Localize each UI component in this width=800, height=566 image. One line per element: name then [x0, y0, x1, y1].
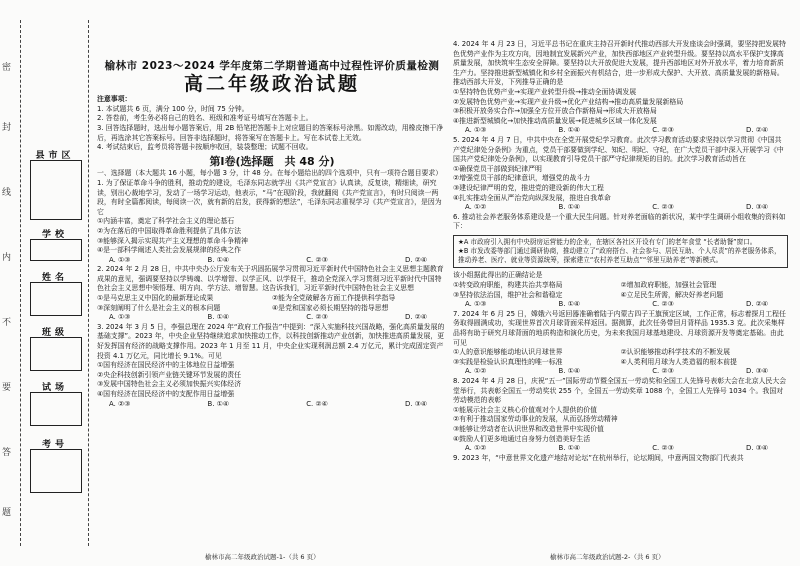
option-c: C. ②③ [652, 367, 674, 376]
left-column [97, 40, 447, 409]
material-item: ★B 市发改委等部门通过调研协商，推动建立了“政府搭台、社会参与、居民互助、个人尽责”的养老服务体系，推动养老、医疗、就业等资源统筹，探索建立“农村养老互助点”“邻里互助养老”等新模式。 [458, 247, 781, 265]
question-item: ②增加政府职能，加强社会管理 [620, 281, 717, 290]
answer-options [97, 400, 447, 410]
question-item: ③实践是检验认识真理性的唯一标准 [453, 357, 563, 366]
field-box-school[interactable] [30, 239, 82, 261]
field-label-room: 试场 [41, 383, 68, 393]
exam-title: 榆林市 2023～2024 学年度第二学期普通高中过程性评价质量检测 [104, 60, 440, 72]
question-items [453, 281, 788, 300]
section-intro: 一、选择题（本大题共 16 小题，每小题 3 分，计 48 分。在每小题给出的四个选项中，只有一项符合题目要求） [97, 169, 443, 178]
option-b: B. ①④ [207, 399, 229, 408]
question-items [97, 294, 447, 313]
question-item: ①国有经济在国民经济中的主体地位日益增强 [97, 361, 235, 370]
fold-char: 题 [2, 508, 12, 518]
question-stem: 6. 推动社会养老服务体系建设是一个重大民生问题。针对养老面临的新状况，某中学生调研小组收集的资料如下： [453, 212, 786, 231]
option-d: D. ②④ [404, 255, 427, 264]
fold-char: 不 [2, 318, 12, 328]
option-d: D. ②④ [745, 126, 768, 135]
answer-options [453, 203, 788, 213]
question-item: ②增强党员干部的纪律意识，增强党的战斗力 [453, 174, 591, 183]
question-item: ④扎实推动全面从严治党向纵深发展，推进自我革命 [453, 193, 611, 202]
question-item: ③深刻阐明了什么是社会主义的根本问题 [97, 303, 221, 312]
option-a: A. ①③ [465, 300, 487, 309]
option-c: C. ②③ [652, 203, 674, 212]
fold-line-outer [20, 20, 21, 546]
answer-options [97, 313, 447, 323]
notice-item: 4. 考试结束后，监考员将答题卡按顺序收回，装袋整理；试题不回收。 [97, 143, 313, 152]
page-footer-right: 榆林市高二年级政治试题-2-（共 6 页） [550, 553, 665, 561]
question-item: ①人的意识能够能动地认识月球世界 [453, 348, 563, 357]
page-title: 高二年级政治试题 [183, 72, 360, 95]
field-box-county[interactable] [30, 160, 82, 220]
fold-char: 线 [2, 188, 12, 198]
field-box-class[interactable] [30, 337, 82, 371]
question-item: ④国有经济在国民经济中的支配作用日益增强 [97, 390, 235, 398]
question-stem: 3. 2024 年 3 月 5 日，李强总理在 2024 年“政府工作报告”中提到：“深入实施科技兴国战略，强化高质量发展的基础支撑”。2023 年，中央企业坚持继续追求加快推动工作，以科技创新推动产业创新，加快推进高质量发展，更好发挥国有经济的战略支撑作用。2023 年 1 月至 11 月，中央企业实现利润总额 2.4 万亿元，累计完成固定资产投资 4.1 万亿元，同比增长 9.1%。可见 [97, 322, 445, 360]
question-item: ③坚持依法治国，维护社会和谐稳定 [453, 290, 563, 299]
option-c: C. ②③ [652, 126, 674, 135]
fold-char: 内 [2, 253, 12, 263]
option-a: A. ①② [465, 203, 487, 212]
option-b: B. ①④ [558, 203, 580, 212]
question-item: ③建设纪律严明的党，推进党的建设新的伟大工程 [453, 183, 604, 192]
option-b: B. ①④ [207, 313, 229, 322]
fold-char: 密 [2, 63, 12, 73]
question-item: ①转变政府职能，构建共治共享格局 [453, 281, 563, 290]
question-stem: 2. 2024 年 2 月 28 日，中共中央办公厅发布关于巩固拓展学习贯彻习近平新时代中国特色社会主义思想主题教育成果的意见，强调要坚持以学铸魂、以学增智、以学正风、以学促干，推动全党深入学习贯彻习近平新时代中国特色社会主义思想中领悟理、明方向、学方法、增智慧。这告诉我们，习近平新时代中国特色社会主义思想 [97, 265, 444, 293]
option-c: C. ②③ [652, 300, 674, 309]
question-item: ②为在落后的中国取得革命胜利提供了具体方法 [97, 226, 241, 235]
option-a: A. ①② [465, 367, 487, 376]
answer-options [97, 256, 447, 266]
question-item: ①内涵丰富，奠定了科学社会主义的理论基石 [97, 217, 235, 226]
field-box-name[interactable] [30, 282, 82, 316]
question-stem: 5. 2024 年 4 月 7 日，中共中央在全党开展党纪学习教育。此次学习教育活动要求坚持以学习贯彻《中国共产党纪律处分条例》为重点，党员干部要做到学纪、知纪、明纪、守纪，在广大党员干部中深入开展学习《中国共产党纪律处分条例》，以实现教育引导党员干部严守纪律规矩的目的。此次学习教育活动旨在 [453, 135, 784, 164]
option-d: D. ②④ [404, 313, 427, 322]
question-item: ①能展示社会主义核心价值观对个人提供的价值 [453, 405, 597, 414]
option-a: A. ①③ [109, 255, 131, 264]
fold-char: 封 [2, 123, 12, 133]
option-c: C. ②④ [306, 399, 328, 408]
question-stem: 7. 2024 年 6 月 25 日，嫦娥六号返回器准确着陆于内蒙古四子王旗预定区域，工作正常，标志着探月工程任务取得圆满成功，实现世界首次月球背面采样返回。据测算，此次任务带回月背样品 1935.3 克。此次采集样品将有助于研究月球背面的地质构造和演化历史，为未来我国月球基地建设、月球资源开发等奠定基础。由此可见 [453, 309, 786, 347]
notice-header: 注意事项： [97, 95, 132, 104]
option-b: B. ①④ [558, 300, 580, 309]
option-b: B. ①④ [558, 367, 580, 376]
binding-strip [0, 0, 100, 566]
question-item: ②认识能够推动科学技术的不断发展 [620, 348, 731, 357]
fold-char: 要 [2, 383, 12, 393]
field-label-number: 考号 [41, 440, 68, 450]
fold-line-inner [88, 20, 89, 546]
option-c: C. ②③ [652, 444, 674, 453]
question-item: ②能为全党破解各方面工作提供科学指导 [272, 294, 396, 303]
field-label-class: 班级 [41, 328, 68, 338]
answer-options [453, 367, 788, 377]
option-b: B. ①④ [207, 255, 229, 264]
question-item: ①坚持特色优势产业→实现产业转型升级→推动全面协调发展 [453, 87, 637, 96]
field-box-number[interactable] [30, 449, 82, 493]
question-stem: 9. 2023 年，“中意世界文化遗产地结对论坛”在杭州举行，论坛期间，中意两国文物部门代表共 [453, 453, 744, 462]
notice-item: 3. 回答选择题时，选出每小题答案后，用 2B 铅笔把答题卡上对应题目的答案标号涂黑。如需改动，用橡皮擦干净后，再选涂其它答案标号。回答非选择题时，将答案写在答题卡上。写在本试卷上无效。 [97, 123, 444, 142]
material-item: ★A 市政府引入拥有中央厨房运营能力的企业，在辖区各社区开设有专门的老年食堂 “长者助餐”窗口。 [458, 237, 757, 246]
answer-options [453, 126, 788, 136]
option-a: A. ①② [465, 444, 487, 453]
answer-options [453, 444, 788, 454]
field-label-name: 姓名 [41, 273, 68, 283]
question-item: ②央企科技创新引领产业链关键环节发展的责任 [97, 370, 241, 379]
question-item: ②有利于推动国家劳动事业的发展，从而弘扬劳动精神 [453, 415, 618, 424]
question-item: ④推进新型城镇化→加快推动高质量发展→促进城乡区域一体化发展 [453, 116, 657, 125]
question-stem: 1. 为了保证革命斗争的胜利，推动党的建设，毛泽东同志就学出《共产党宣言》认真读，反复读，精细读，研究读，别出心裁地学习，发动了一场学习运动，他表示，“马”在现阶段，我就翻阅《共产党宣言》，有时只阅读一两段，有时全篇都阅读，每阅读一次，就有新的启发，获得新的想法”，毛泽东同志重视学习《共产党宣言》，是因为它 [97, 178, 442, 216]
option-a: A. ②③ [109, 399, 131, 408]
question-item: ①确保党员干部做到纪律严明 [453, 164, 542, 173]
option-b: B. ①④ [558, 126, 580, 135]
question-item: ③能够让劳动者在认识世界和改造世界中实现价值 [453, 424, 604, 433]
question-item: ①是马克思主义中国化的最新理论成果 [97, 294, 214, 303]
question-stem: 该小组据此得出的正确结论是 [453, 271, 543, 280]
option-d: D. ③④ [745, 367, 768, 376]
option-b: B. ①④ [558, 444, 580, 453]
right-column [453, 40, 788, 463]
material-box [453, 235, 788, 269]
notice-item: 2. 答卷前，考生务必将自己的姓名、班级和准考证号填写在答题卡上。 [97, 114, 313, 123]
page-footer-left: 榆林市高二年级政治试题-1-（共 6 页） [205, 553, 320, 561]
question-stem: 8. 2024 年 4 月 28 日，庆祝“五一”国际劳动节暨全国五一劳动奖和全国工人先锋号表彰大会在北京人民大会堂举行，共表彰全国五一劳动奖状 255 个，全国五一劳动奖章 1088 个，全国工人先锋号 1034 个。我国对劳动模范的表彰 [453, 377, 787, 405]
option-d: D. ③④ [745, 444, 768, 453]
question-item: ④是一部科学阐述人类社会发展规律的经典之作 [97, 246, 241, 255]
field-label-county: 县市区 [35, 151, 75, 161]
question-item: ④立足民生所需，解决好养老问题 [620, 290, 724, 299]
option-c: C. ②③ [306, 313, 328, 322]
field-box-room[interactable] [30, 392, 82, 426]
option-d: D. ③④ [745, 203, 768, 212]
question-item: ④鼓励人们更多地通过自身努力创造美好生活 [453, 434, 591, 443]
option-d: D. ②④ [745, 300, 768, 309]
question-item: ②发展特色优势产业→实现产业升级→优化产业结构→推动高质量发展新格局 [453, 97, 684, 106]
option-a: A. ①③ [465, 126, 487, 135]
question-items [453, 348, 788, 367]
fold-char: 答 [2, 448, 12, 458]
question-item: ④是党和国家必须长期坚持的指导思想 [272, 303, 389, 312]
notice-item: 1. 本试题共 6 页，满分 100 分，时间 75 分钟。 [97, 104, 249, 113]
option-d: D. ③④ [404, 399, 427, 408]
question-item: ④人类利用月球为人类造福的根本前提 [620, 357, 737, 366]
field-label-school: 学校 [41, 230, 68, 240]
option-a: A. ①③ [109, 313, 131, 322]
question-item: ③发展中国特色社会主义必须加快振兴实体经济 [97, 380, 241, 389]
question-item: ③积极开放务实合作→加强全方位开放合作新格局→形成大开放格局 [453, 107, 657, 116]
question-item: ③能够深入揭示实现共产主义理想的革命斗争精神 [97, 236, 248, 245]
section-title: 第Ⅰ卷(选择题 共 48 分) [209, 154, 335, 168]
answer-options [453, 300, 788, 310]
option-c: C. ②③ [306, 255, 328, 264]
question-stem: 4. 2024 年 4 月 23 日，习近平总书记在重庆主持召开新时代推动西部大开发座谈会时强调，要坚持把发展特色优势产业作为主攻方向，因地制宜发展新兴产业，加快西部地区产业转型升级。要坚持以高水平保护支撑高质量发展，加快筑牢生态安全屏障。要坚持以大开放促进大发展，提升西部地区对外开放水平，着力培育新质生产力。坚持推进新型城镇化和乡村全面振兴有机结合，进一步形成大保护、大开放、高质量发展的新格局。推动西部大开发，下列推导正确的是 [453, 40, 786, 87]
